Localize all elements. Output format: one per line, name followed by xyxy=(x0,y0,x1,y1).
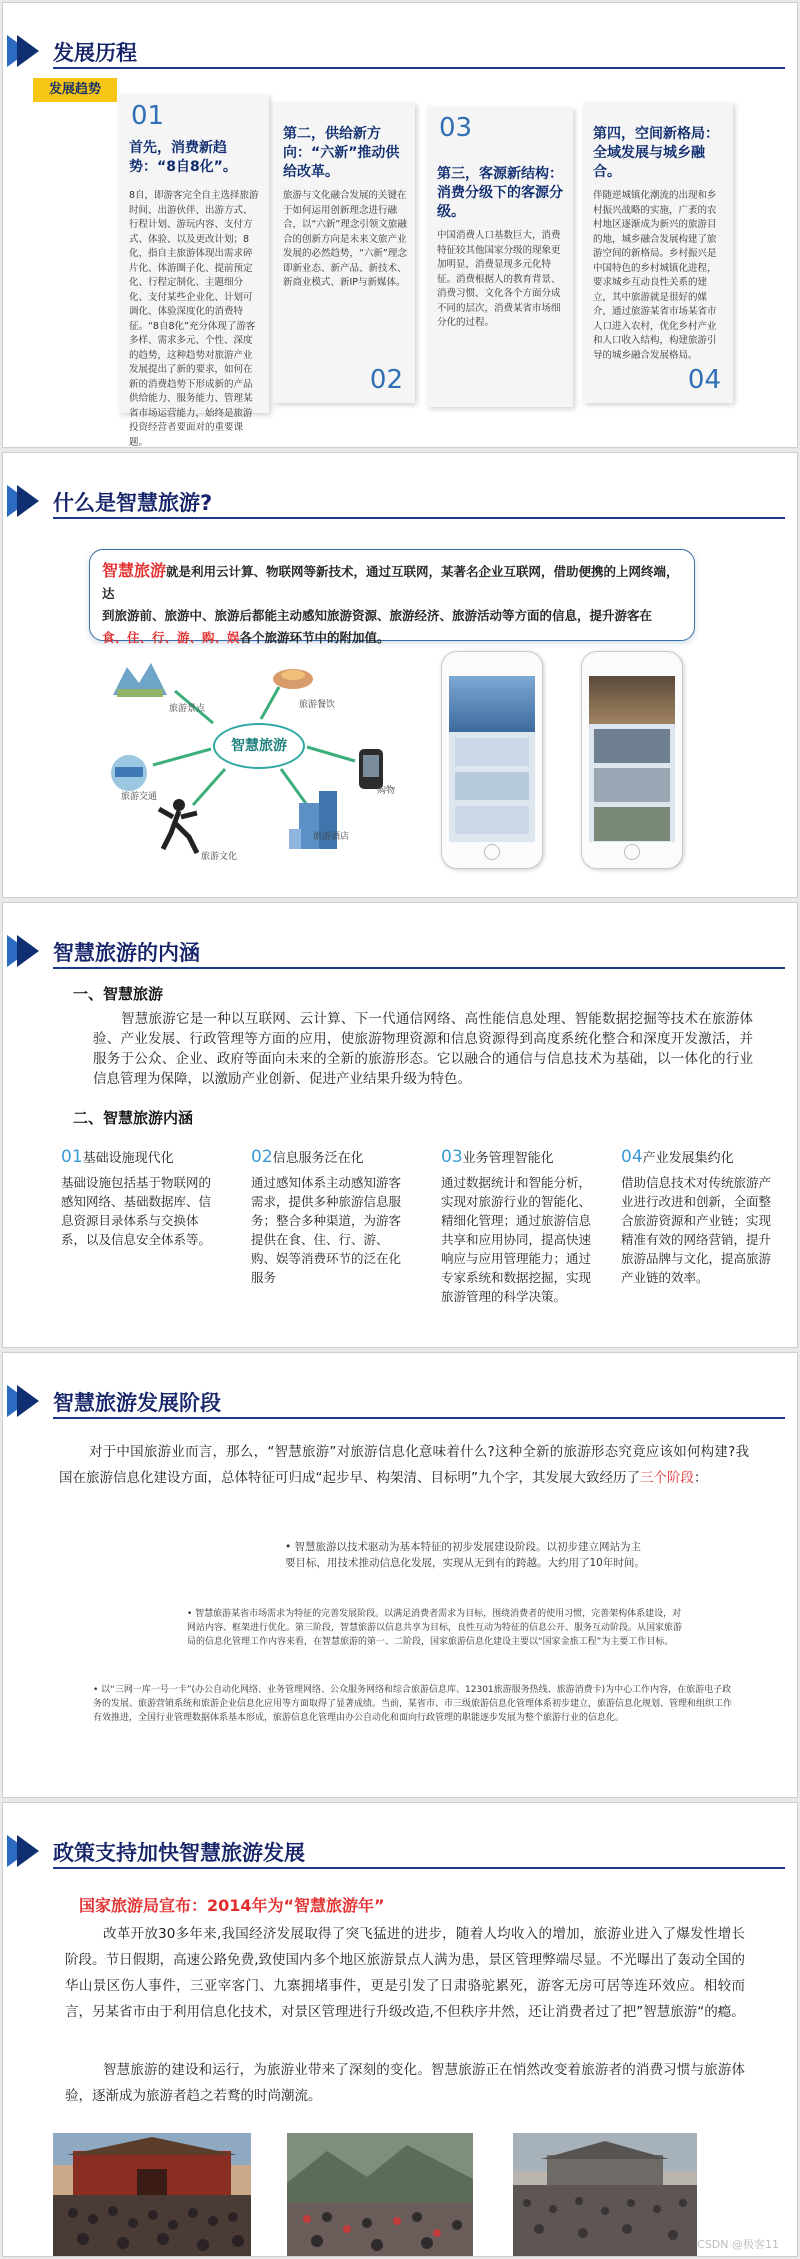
app-screen xyxy=(589,676,675,842)
card-title: 首先，消费新趋势：“8自8化”。 xyxy=(129,140,237,175)
title-underline xyxy=(53,67,785,69)
watermark: CSDN @极客11 xyxy=(697,2238,779,2251)
node-label-dining: 旅游餐饮 xyxy=(299,700,336,710)
card-body: 旅游与文化融合发展的关键在于如何运用创新理念进行融合，以“六新”理念引领文旅融合的创新方向是未来文旅产业发展的必然趋势，“六新”理念即新业态、新产品、新技术、新商业模式、新IP与新媒体。 xyxy=(283,190,407,288)
policy-paragraph-1: 改革开放30多年来,我国经济发展取得了突飞猛进的进步，随着人均收入的增加，旅游业进入了爆发性增长阶段。节日假期，高速公路免费,致使国内多个地区旅游景点人满为患，景区管理弊端尽显。不光曝出了轰动全国的华山景区伤人事件，三亚宰客门、九寨拥堵事件，更是引发了日肃骆驼累死，游客无房可居等连环效应。相较而言，另某省市由于利用信息化技术，对景区管理进行升级改造,不但秩序井然，还让消费者过了把”智慧旅游“的瘾。 xyxy=(65,1926,745,2020)
transport-icon xyxy=(111,755,147,791)
connotation-body-4: 借助信息技术对传统旅游产业进行改进和创新，全面整合旅游资源和产业链；实现精准有效的网络营销，提升旅游品牌与文化，提高旅游产业链的效率。 xyxy=(621,1175,772,1285)
node-label-culture: 旅游文化 xyxy=(201,852,238,862)
announcement-title: 国家旅游局宣布：2014年为“智慧旅游年” xyxy=(79,1896,385,1915)
arrow-line xyxy=(193,769,225,805)
card-number: 04 xyxy=(687,365,721,395)
stage-3: • 以“三网一库一号一卡”(办公自动化网络、业务管理网络、公众服务网络和综合旅游信息库、12301旅游服务热线、旅游消费卡)为中心工作内容，在旅游电子政务的发展、旅游营销系统和旅游企业信息化应用等方面取得了显著成绩。当前，某省市、市三级旅游信息化管理体系初步建立，旅游信息化规划、管理和组织工作有效推进，全国行业管理数据体系基本形成，旅游信息化管理由办公自动化和面向行政管理的职能逐步发展为整个旅游行业的信息化。 xyxy=(93,1685,733,1723)
timeline-card-3 xyxy=(427,107,573,407)
slide-connotation xyxy=(2,902,798,1348)
title-underline xyxy=(53,1867,785,1869)
slide-title: 智慧旅游发展阶段 xyxy=(53,1391,221,1415)
app-screen xyxy=(449,676,535,842)
title-underline xyxy=(53,1417,785,1419)
crowd-photo-palace xyxy=(53,2133,251,2257)
node-label-hotel: 旅游酒店 xyxy=(313,832,350,842)
slide-development-history xyxy=(2,2,798,448)
hub-smart-tourism: 智慧旅游 xyxy=(213,723,305,769)
slide-what-is-smart-tourism xyxy=(2,452,798,898)
definition-line-2: 到旅游前、旅游中、旅游后都能主动感知旅游资源、旅游经济、旅游活动等方面的信息，提升游客在 xyxy=(102,608,653,623)
card-body: 中国消费人口基数巨大，消费特征较其他国家分级的现象更加明显，消费显现多元化特征。消费根据人的教育背景、消费习惯、文化各个方面分成不同的层次，消费某省市场细分化的过程。 xyxy=(437,230,561,328)
home-button-icon xyxy=(484,844,500,860)
policy-paragraph-2: 智慧旅游的建设和运行，为旅游业带来了深刻的变化。智慧旅游正在悄然改变着旅游者的消费习惯与旅游体验，逐渐成为旅游者趋之若鹜的时尚潮流。 xyxy=(65,2062,745,2104)
title-underline xyxy=(53,967,785,969)
chevron-icon xyxy=(17,35,39,67)
trend-tag: 发展趋势 xyxy=(33,78,117,102)
attraction-icon xyxy=(113,663,167,697)
app-phone-2 xyxy=(581,651,683,869)
section-heading-2: 二、智慧旅游内涵 xyxy=(73,1109,194,1127)
slide-header xyxy=(3,931,798,971)
crowd-photo-square xyxy=(513,2133,697,2257)
card-title: 第二，供给新方向：“六新”推动供给改革。 xyxy=(283,126,400,180)
chevron-icon xyxy=(17,935,39,967)
section-heading-1: 一、智慧旅游 xyxy=(73,985,164,1003)
three-stages-highlight: 三个阶段 xyxy=(640,1470,694,1486)
home-button-icon xyxy=(624,844,640,860)
node-label-transport: 旅游交通 xyxy=(121,792,158,802)
card-number: 03 xyxy=(439,113,473,143)
definition-box xyxy=(89,549,695,645)
culture-dancer-icon xyxy=(159,799,197,853)
stage-1: • 智慧旅游以技术驱动为基本特征的初步发展建设阶段。以初步建立网站为主要目标，用技术推动信息化发展，实现从无到有的跨越。大约用了10年时间。 xyxy=(285,1541,645,1569)
card-number: 02 xyxy=(369,365,403,395)
chevron-icon xyxy=(17,1835,39,1867)
connotation-title-1: 01基础设施现代化 xyxy=(61,1147,174,1167)
app-phone-1 xyxy=(441,651,543,869)
card-title: 第三，客源新结构：消费分级下的客源分级。 xyxy=(437,166,563,220)
slide-header xyxy=(3,1381,798,1421)
slide-header xyxy=(3,1831,798,1871)
node-label-attraction: 旅游景点 xyxy=(169,704,206,714)
slide-header xyxy=(3,481,798,521)
slide-title: 什么是智慧旅游? xyxy=(53,491,213,515)
definition-line-3: 各个旅游环节中的附加值。 xyxy=(239,630,390,645)
connotation-body-3: 通过数据统计和智能分析，实现对旅游行业的智能化、精细化管理；通过旅游信息共享和应用协同，提高快速响应与应用管理能力；通过专家系统和数据挖掘，实现旅游管理的科学决策。 xyxy=(441,1175,592,1304)
arrow-line xyxy=(281,769,307,805)
title-underline xyxy=(53,517,785,519)
timeline-card-4 xyxy=(583,103,733,403)
stages-intro: 对于中国旅游业而言，那么，“智慧旅游”对旅游信息化意味着什么?这种全新的旅游形态究竟应该如何构建?我国在旅游信息化建设方面，总体特征可归成“起步早、构架清、目标明”九个字，其发展大致经历了三个阶段： xyxy=(59,1444,749,1486)
slide-header xyxy=(3,31,798,71)
chevron-icon xyxy=(17,485,39,517)
arrow-line xyxy=(261,687,279,719)
connotation-body-1: 基础设施包括基于物联网的感知网络、基础数据库、信息资源目录体系与交换体系，以及信息安全体系等。 xyxy=(61,1175,212,1247)
stage-2: • 智慧旅游某省市场需求为特征的完善发展阶段。以满足消费者需求为目标，围绕消费者的使用习惯，完善架构体系建设，对网站内容、框架进行优化。第三阶段，智慧旅游以信息共享为目标，良性互动为特征的信息公开、服务互动阶段。从国家旅游局的信息化管理工作内容来看，在智慧旅游的第一、二阶段，国家旅游信息化建设主要以“国家金旅工程”为主要工作目标。 xyxy=(187,1609,683,1647)
definition-brand: 智慧旅游 xyxy=(102,561,167,580)
slide-title: 发展历程 xyxy=(53,41,137,65)
dining-icon xyxy=(273,669,313,689)
slide-title: 智慧旅游的内涵 xyxy=(53,941,200,965)
card-body: 伴随逆城镇化潮流的出现和乡村振兴战略的实施，广袤的农村地区逐渐成为新兴的旅游目的地，城乡融合发展构建了旅游空间的新格局。乡村振兴是中国特色的乡村城镇化进程，要求城乡互动良性关系的建立，其中旅游就是很好的媒介，通过旅游某省市场某省市人口进入农村，优化乡村产业和人口收入结构，构建旅游引导的城乡融合发展格局。 xyxy=(593,190,717,361)
card-body: 8自，即游客完全自主选择旅游时间、出游伙伴、出游方式、行程计划、游玩内容、支付方式、体验、以及更改计划；8化，指自主旅游体现出需求碎片化、体游圈子化、提前预定化、行程定制化、主题细分化、支付某些企业化、计划可调化、体验深度化的消费特征。“8自8化”充分体现了游客多样、需求多元、个性、深度的趋势，这种趋势对旅游产业发展提出了新的要求，如何在新的消费趋势下形成新的产品供给能力、服务能力、管理某省市场运营能力，始终是旅游投资经营者要面对的重要课题。 xyxy=(129,190,259,448)
card-number: 01 xyxy=(131,101,165,131)
connotation-body-2: 通过感知体系主动感知游客需求，提供多种旅游信息服务；整合多种渠道，为游客提供在食、住、行、游、购、娱等消费环节的泛在化服务 xyxy=(251,1175,402,1285)
slide-title: 政策支持加快智慧旅游发展 xyxy=(53,1841,305,1865)
connotation-title-3: 03业务管理智能化 xyxy=(441,1147,554,1167)
chevron-icon xyxy=(17,1385,39,1417)
connotation-title-4: 04产业发展集约化 xyxy=(621,1147,734,1167)
timeline-card-2 xyxy=(273,103,415,403)
definition-keywords: 食、住、行、游、购、娱 xyxy=(102,630,240,645)
smart-tourism-paragraph: 智慧旅游它是一种以互联网、云计算、下一代通信网络、高性能信息处理、智能数据挖掘等技术在旅游体验、产业发展、行政管理等方面的应用，使旅游物理资源和信息资源得到高度系统化整合和深度开发激活，并服务于公众、企业、政府等面向未来的全新的旅游形态。它以融合的通信与信息技术为基础，以一体化的行业信息管理为保障，以激励产业创新、促进产业结果升级为特色。 xyxy=(93,1011,753,1087)
definition-line-1: 就是利用云计算、物联网等新技术，通过互联网，某著名企业互联网，借助便携的上网终端，达 xyxy=(102,564,679,601)
crowd-photo-scenic xyxy=(287,2133,473,2257)
slide-policy-support xyxy=(2,1802,798,2257)
connotation-title-2: 02信息服务泛在化 xyxy=(251,1147,364,1167)
arrow-line xyxy=(307,747,355,761)
slide-development-stages xyxy=(2,1352,798,1798)
card-title: 第四，空间新格局：全域发展与城乡融合。 xyxy=(593,126,719,180)
arrow-line xyxy=(153,749,211,765)
node-label-shopping: 购物 xyxy=(377,786,396,796)
timeline-card-1 xyxy=(119,95,269,448)
